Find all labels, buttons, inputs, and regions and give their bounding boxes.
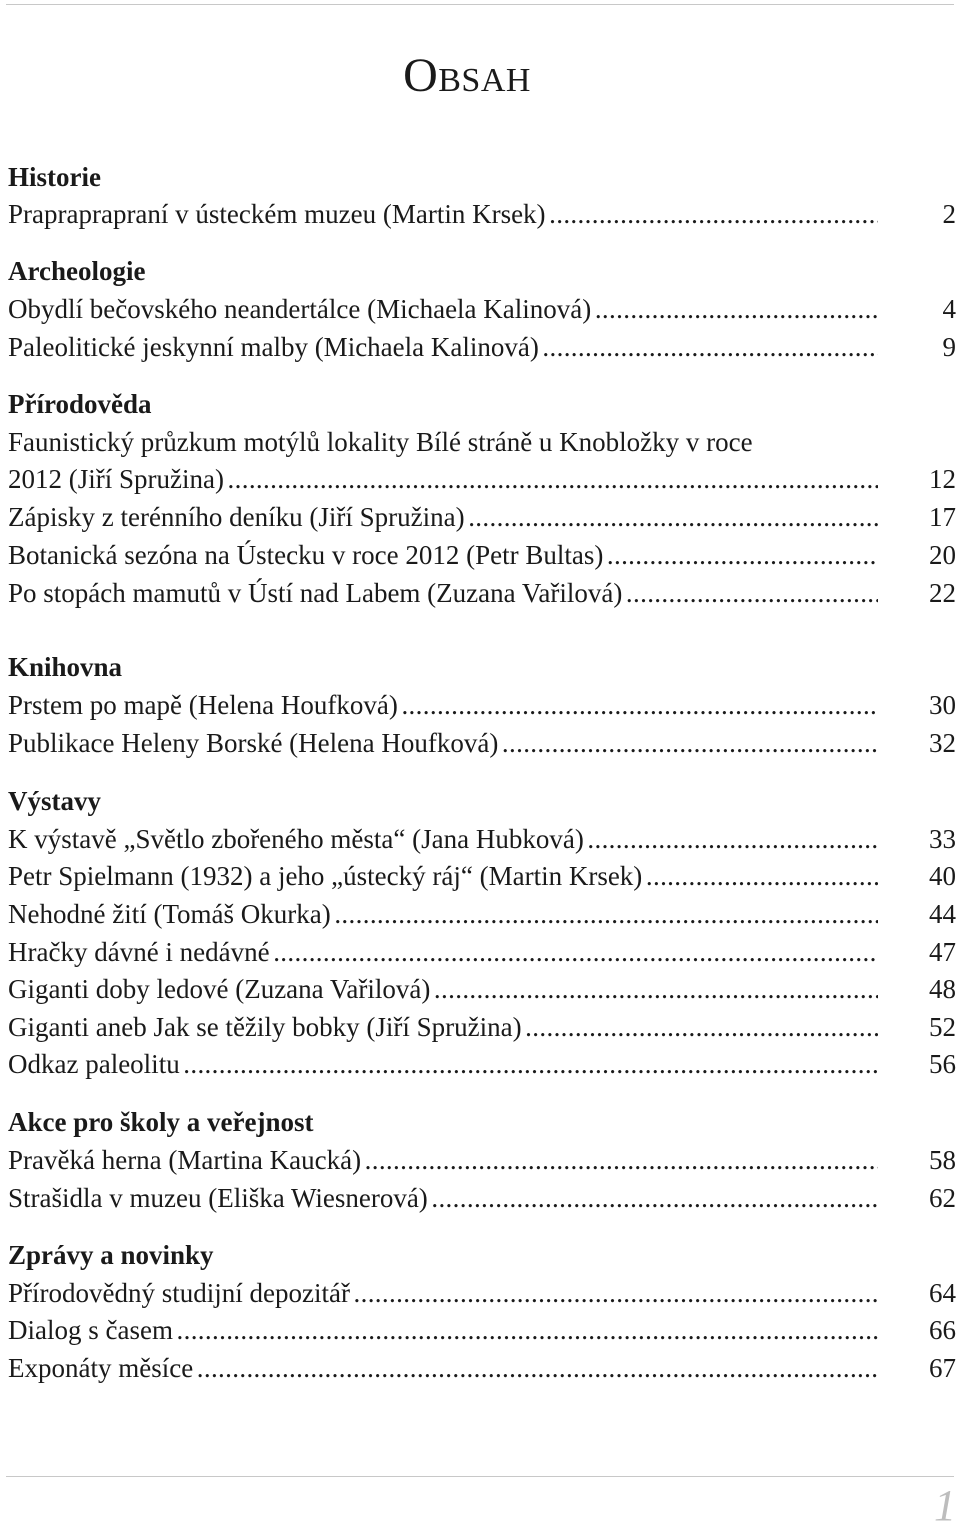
bottom-rule xyxy=(6,1476,954,1477)
toc-entry[interactable] xyxy=(8,1012,878,1043)
toc-entry[interactable] xyxy=(8,974,878,1005)
toc-entry-page: 67 xyxy=(929,1353,956,1383)
toc-entry-title: Prstem po mapě (Helena Houfková) . . . xyxy=(8,690,878,720)
toc-entry-title: Prapraprapraní v ústeckém muzeu (Martin Krsek) . . . xyxy=(8,199,878,229)
toc-entry[interactable] xyxy=(8,1183,878,1214)
toc-entry-title: Exponáty měsíce . . . xyxy=(8,1353,878,1383)
toc-entry[interactable] xyxy=(8,502,878,533)
toc-entry-page: 20 xyxy=(929,540,956,570)
toc-entry-title: 2012 (Jiří Spružina) . . . xyxy=(8,464,878,494)
toc-entry-title: Přírodovědný studijní depozitář . . . xyxy=(8,1278,878,1308)
section-heading-prirodoveda: Přírodověda xyxy=(8,389,152,419)
section-heading-vystavy: Výstavy xyxy=(8,786,101,816)
toc-entry-page: 64 xyxy=(929,1278,956,1308)
page-folio: 1 xyxy=(934,1481,956,1530)
toc-entry-page: 40 xyxy=(929,861,956,891)
toc-entry-title: Faunistický průzkum motýlů lokality Bílé stráně u Knobložky v roce xyxy=(8,427,753,457)
toc-entry[interactable] xyxy=(8,540,878,571)
section-heading-historie: Historie xyxy=(8,162,101,192)
toc-entry[interactable] xyxy=(8,861,878,892)
toc-entry-page: 44 xyxy=(929,899,956,929)
toc-entry-page: 48 xyxy=(929,974,956,1004)
toc-entry-title: Giganti aneb Jak se těžily bobky (Jiří Spružina) . . . xyxy=(8,1012,878,1042)
toc-entry[interactable] xyxy=(8,824,878,855)
toc-entry[interactable] xyxy=(8,578,878,609)
section-heading-akce: Akce pro školy a veřejnost xyxy=(8,1107,314,1137)
toc-entry-title: Petr Spielmann (1932) a jeho „ústecký ráj“ (Martin Krsek) . . . xyxy=(8,861,878,891)
toc-entry-title: Odkaz paleolitu . . . xyxy=(8,1049,878,1079)
toc-entry-page: 12 xyxy=(929,464,956,494)
toc-entry-page: 58 xyxy=(929,1145,956,1175)
toc-entry-page: 62 xyxy=(929,1183,956,1213)
toc-entry[interactable] xyxy=(8,937,878,968)
toc-entry-page: 4 xyxy=(942,294,956,324)
toc-entry-title: K výstavě „Světlo zbořeného města“ (Jana Hubková) . . . xyxy=(8,824,878,854)
toc-entry-title: Botanická sezóna na Ústecku v roce 2012 (Petr Bultas) . . . xyxy=(8,540,878,570)
toc-entry[interactable] xyxy=(8,1353,878,1384)
toc-entry-page: 66 xyxy=(929,1315,956,1345)
section-heading-archeologie: Archeologie xyxy=(8,256,146,286)
toc-entry[interactable] xyxy=(8,690,878,721)
toc-entry-title: Publikace Heleny Borské (Helena Houfková) . . . xyxy=(8,728,878,758)
toc-entry-title: Strašidla v muzeu (Eliška Wiesnerová) . . . xyxy=(8,1183,878,1213)
toc-entry-title: Giganti doby ledové (Zuzana Vařilová) . . . xyxy=(8,974,878,1004)
toc-entry-page: 56 xyxy=(929,1049,956,1079)
toc-entry-title: Pravěká herna (Martina Kaucká) . . . xyxy=(8,1145,878,1175)
toc-entry-title: Nehodné žití (Tomáš Okurka) . . . xyxy=(8,899,878,929)
toc-entry[interactable] xyxy=(8,1315,878,1346)
toc-entry[interactable] xyxy=(8,1145,878,1176)
toc-entry[interactable] xyxy=(8,294,878,325)
toc-entry-title: Paleolitické jeskynní malby (Michaela Kalinová) . . . xyxy=(8,332,878,362)
toc-entry-title: Po stopách mamutů v Ústí nad Labem (Zuzana Vařilová) . . . xyxy=(8,578,878,608)
toc-entry-page: 33 xyxy=(929,824,956,854)
toc-entry-page: 17 xyxy=(929,502,956,532)
toc-entry-page: 52 xyxy=(929,1012,956,1042)
toc-entry[interactable] xyxy=(8,728,878,759)
section-heading-knihovna: Knihovna xyxy=(8,652,123,682)
toc-entry[interactable] xyxy=(8,1278,878,1309)
toc-entry-page: 32 xyxy=(929,728,956,758)
toc-entry[interactable] xyxy=(8,464,878,495)
toc-entry-page: 47 xyxy=(929,937,956,967)
toc-entry[interactable] xyxy=(8,1049,878,1080)
section-heading-zpravy: Zprávy a novinky xyxy=(8,1240,214,1270)
toc-entry[interactable] xyxy=(8,199,878,230)
toc-entry-title: Dialog s časem . . . xyxy=(8,1315,878,1345)
page-title: Obsah xyxy=(403,49,531,102)
toc-entry-title: Hračky dávné i nedávné . . . xyxy=(8,937,878,967)
toc-entry-page: 22 xyxy=(929,578,956,608)
toc-entry-page: 30 xyxy=(929,690,956,720)
toc-entry-page: 9 xyxy=(942,332,956,362)
toc-entry[interactable] xyxy=(8,427,948,458)
toc-entry-title: Zápisky z terénního deníku (Jiří Spružina) . . . xyxy=(8,502,878,532)
toc-entry[interactable] xyxy=(8,899,878,930)
toc-entry-page: 2 xyxy=(942,199,956,229)
top-rule xyxy=(6,4,954,5)
toc-entry-title: Obydlí bečovského neandertálce (Michaela Kalinová) . . . xyxy=(8,294,878,324)
toc-entry[interactable] xyxy=(8,332,878,363)
